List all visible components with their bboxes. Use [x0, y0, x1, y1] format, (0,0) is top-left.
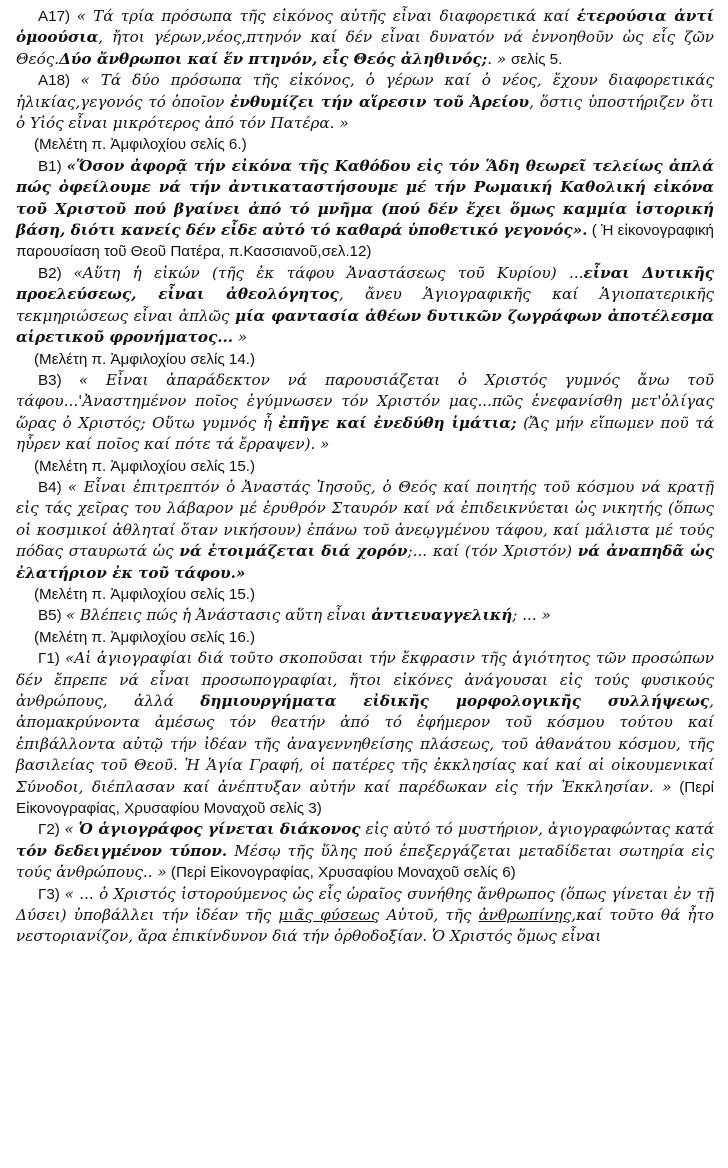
quote-text: ;... καί (τόν Χριστόν) [407, 542, 578, 561]
citation-line [16, 584, 714, 605]
quote-text: . » [487, 49, 511, 68]
quote-text: « [64, 820, 79, 839]
label-text: (Μελέτη π. Ἀμφιλοχίου σελίς 6.) [34, 136, 247, 154]
quote-text: « ... ὁ Χριστός ἱστορούμενος ὡς εἷς ὡραῖος συνήθης ἄνθρωπος (ὅπως γίνεται ἐν τῇ Δύσει) ὑποβάλλει τήν ἰδέαν τῆς [16, 884, 714, 925]
quote-paragraph [16, 819, 714, 883]
quote-paragraph [16, 370, 714, 456]
quote-text: νά ἀναπηδᾶ ὡς ἐλατήριον ἐκ τοῦ τάφου.» [16, 542, 715, 582]
quote-text: Δύο ἄνθρωποι καί ἕν πτηνόν, εἷς Θεός ἀληθινός; [59, 49, 488, 68]
label-text: Β5) [38, 607, 66, 625]
quote-paragraph [16, 263, 714, 349]
quote-text: εἰς αὐτό τό μυστήριον, ἁγιογραφώντας κατά [360, 820, 715, 839]
label-text: (Μελέτη π. Ἀμφιλοχίου σελίς 15.) [34, 585, 256, 603]
label-text: Β4) [38, 478, 68, 496]
label-text: ( Ἡ εἰκονογραφική παρουσίαση τοῦ Θεοῦ Πατέρα, π.Κασσιανοῦ,σελ.12) [16, 222, 714, 261]
label-text: Α17) [38, 8, 77, 25]
quote-text: , ἀπομακρύνοντα ἀμέσως τόν θεατήν ἀπό τό ἐφήμερον τοῦ κόσμου τούτου καί ἐπιβάλλοντα αὐτῷ τήν ἰδέαν τῆς ἀναγεννηθείσης πλάσεως, τοῦ ἀθανάτου κόσμου, τῆς βασιλείας τοῦ Θεοῦ. Ἡ Ἁγία Γραφή, οἱ πατέρες τῆς ἐκκλησίας καί καί αἱ οἰκουμενικαί Σύνοδοι, διέπλασαν καί ἀνέπτυξαν αὐτήν καί παρέδωκαν εἰς τήν Ἐκκλησίαν. » [16, 692, 714, 796]
quote-text: , ὅστις ὑποστήριζεν ὅτι ὁ Υἱός εἶναι μικρότερος ἀπό τόν Πατέρα. » [16, 92, 714, 133]
quote-text: «Ὅσον ἀφορᾷ τήν εἰκόνα τῆς Καθόδου εἰς τόν Ἅδη θεωρεῖ τελείως ἁπλά πώς ὀφείλουμε νά τήν ἀντικαταστήσουμε μέ τήν Ρωμαική Καθολική εἰκόνα τοῦ Χριστοῦ πού βγαίνει ἀπό τό μνῆμα (πού δέν ἔχει ὅμως καμμία ἱστορική βάση, διότι κανείς δέν εἶδε αὐτό τό καθαρά ὑποθετικό γεγονός». [16, 156, 714, 240]
label-text: (Μελέτη π. Ἀμφιλοχίου σελίς 16.) [34, 628, 256, 646]
quote-text: Μέσῳ τῆς ὕλης πού ἐπεξεργάζεται μεταδίδεται σωτηρία εἰς τούς ἀνθρώπους.. » [16, 841, 714, 882]
quote-text: «Αἱ ἁγιογραφίαι διά τοῦτο σκοποῦσαι τήν ἔκφρασιν τῆς ἁγιότητος τῶν προσώπων δέν ἔπρεπε νά εἶναι προσωπογραφίαι, ἤτοι εἰκόνες ἀνάγουσαι εἰς τούς φυσικούς ἀνθρώπους, ἀλλά [16, 649, 715, 710]
citation-line [16, 349, 714, 370]
quote-text: μία φαντασία ἀθέων δυτικῶν ζωγράφων ἀποτέλεσμα αἱρετικοῦ φρονήματος... [16, 306, 714, 347]
quote-text: , ἤτοι γέρων,νέος,πτηνόν καί δέν εἶναι δυνατόν νά ἐννοηθοῦν ὡς εἷς ζῶν Θεός. [16, 28, 714, 68]
quote-text: μιᾶς φύσεως [278, 906, 380, 925]
quote-paragraph [16, 156, 714, 263]
quote-text: Ὁ ἁγιογράφος γίνεται διάκονος [78, 820, 361, 839]
quote-paragraph [16, 605, 714, 626]
quote-paragraph [16, 70, 714, 134]
quote-text: τόν δεδειγμένον τύπον. [16, 841, 228, 860]
quote-paragraph [16, 477, 714, 584]
citation-line [16, 456, 714, 477]
quote-text: δημιουργήματα εἰδικῆς μορφολογικῆς συλλήψεως [200, 692, 710, 710]
quote-text: ἀντιευαγγελική [371, 606, 513, 625]
label-text: Β3) [38, 371, 79, 389]
quote-text: ἐνθυμίζει τήν αἵρεσιν τοῦ Ἀρείου [230, 92, 530, 111]
label-text: Γ1) [38, 650, 65, 668]
quote-text: Αὐτοῦ, τῆς [379, 906, 479, 925]
quote-text: ἐπῆγε καί ἐνεδύθη ἱμάτια; [278, 413, 517, 432]
quote-text: (Ἄς μήν εἴπωμεν ποῦ τά ηὗρεν καί ποῖος καί πότε τά ἔρραψεν). » [16, 413, 714, 454]
label-text: Γ2) [38, 821, 65, 839]
quote-text: « Εἶναι ἐπιτρεπτόν ὁ Ἀναστάς Ἰησοῦς, ὁ Θεός καί ποιητής τοῦ κόσμου νά κρατῇ εἰς τάς χεῖρας του λάβαρον μέ ἐρυθρόν Σταυρόν καί νά ἐπιδεικνύεται ὡς νικητής (ὅπως οἱ κοσμικοί ἀθληταί ὅταν νικήσουν) ἐπάνω τοῦ ἀνεῳγμένου τάφου, καί μάλιστα μέ τούς πόδας σταυρωτά ὡς [16, 477, 714, 561]
label-text: (Περί Εἰκονογραφίας, Χρυσαφίου Μοναχοῦ σελίς 6) [166, 864, 516, 882]
citation-line [16, 134, 714, 155]
label-text: Β2) [38, 264, 74, 282]
quote-paragraph [16, 648, 714, 819]
label-text: Γ3) [38, 885, 65, 903]
label-text: (Μελέτη π. Ἀμφιλοχίου σελίς 15.) [34, 457, 256, 475]
quote-paragraph [16, 6, 714, 70]
quote-text: « Τά τρία πρόσωπα τῆς εἰκόνος αὐτῆς εἶναι διαφορετικά καί [76, 7, 577, 25]
quote-text: « Τά δύο πρόσωπα τῆς εἰκόνος, ὁ γέρων καί ὁ νέος, ἔχουν διαφορετικάς ἡλικίας,γεγονός τό ὁποῖον [16, 71, 714, 111]
label-text: (Περί Εἰκονογραφίας, Χρυσαφίου Μοναχοῦ σελίς 3) [16, 778, 715, 818]
quote-text: ,καί τοῦτο θά ἦτο νεστοριανίζον, ἄρα ἐπικίνδυνον διά τήν ὀρθοδοξίαν. Ὁ Χριστός ὅμως εἶναι [16, 906, 714, 946]
citation-line [16, 627, 714, 648]
label-text: σελίς 5. [510, 50, 563, 68]
quote-paragraph [16, 884, 714, 948]
label-text: (Μελέτη π. Ἀμφιλοχίου σελίς 14.) [34, 350, 256, 368]
quote-text: ἑτερούσια ἀντί ὁμοούσια [16, 7, 714, 47]
label-text: Α18) [38, 72, 81, 90]
quote-text: νά ἑτοιμάζεται διά χορόν [179, 542, 408, 561]
quote-text: « Εἶναι ἀπαράδεκτον νά παρουσιάζεται ὁ Χριστός γυμνός ἄνω τοῦ τάφου...'Ἀναστημένον ποῖος ἐγύμνωσεν τόν Χριστόν μας...πῶς ἐνεφανίσθη μετ'ὀλίγας ὥρας ὁ Χριστός; Οὕτω γυμνός ἦ [16, 370, 715, 432]
quote-text: , ἄνευ Ἁγιογραφικῆς καί Ἁγιοπατερικῆς τεκμηριώσεως εἶναι ἁπλῶς [16, 285, 714, 325]
quote-text: « Βλέπεις πώς ἡ Ἀνάστασις αὕτη εἶναι [65, 606, 372, 625]
quote-text: ἀνθρωπίνης [478, 906, 572, 925]
quote-text: » [233, 328, 248, 347]
quote-text: ; ... » [512, 606, 551, 625]
quote-text: εἶναι Δυτικῆς προελεύσεως, εἶναι ἀθεολόγητος [16, 263, 714, 304]
quote-text: «Αὕτη ἡ εἰκών (τῆς ἐκ τάφου Ἀναστάσεως τοῦ Κυρίου) ... [73, 263, 584, 282]
label-text: Β1) [38, 157, 67, 175]
